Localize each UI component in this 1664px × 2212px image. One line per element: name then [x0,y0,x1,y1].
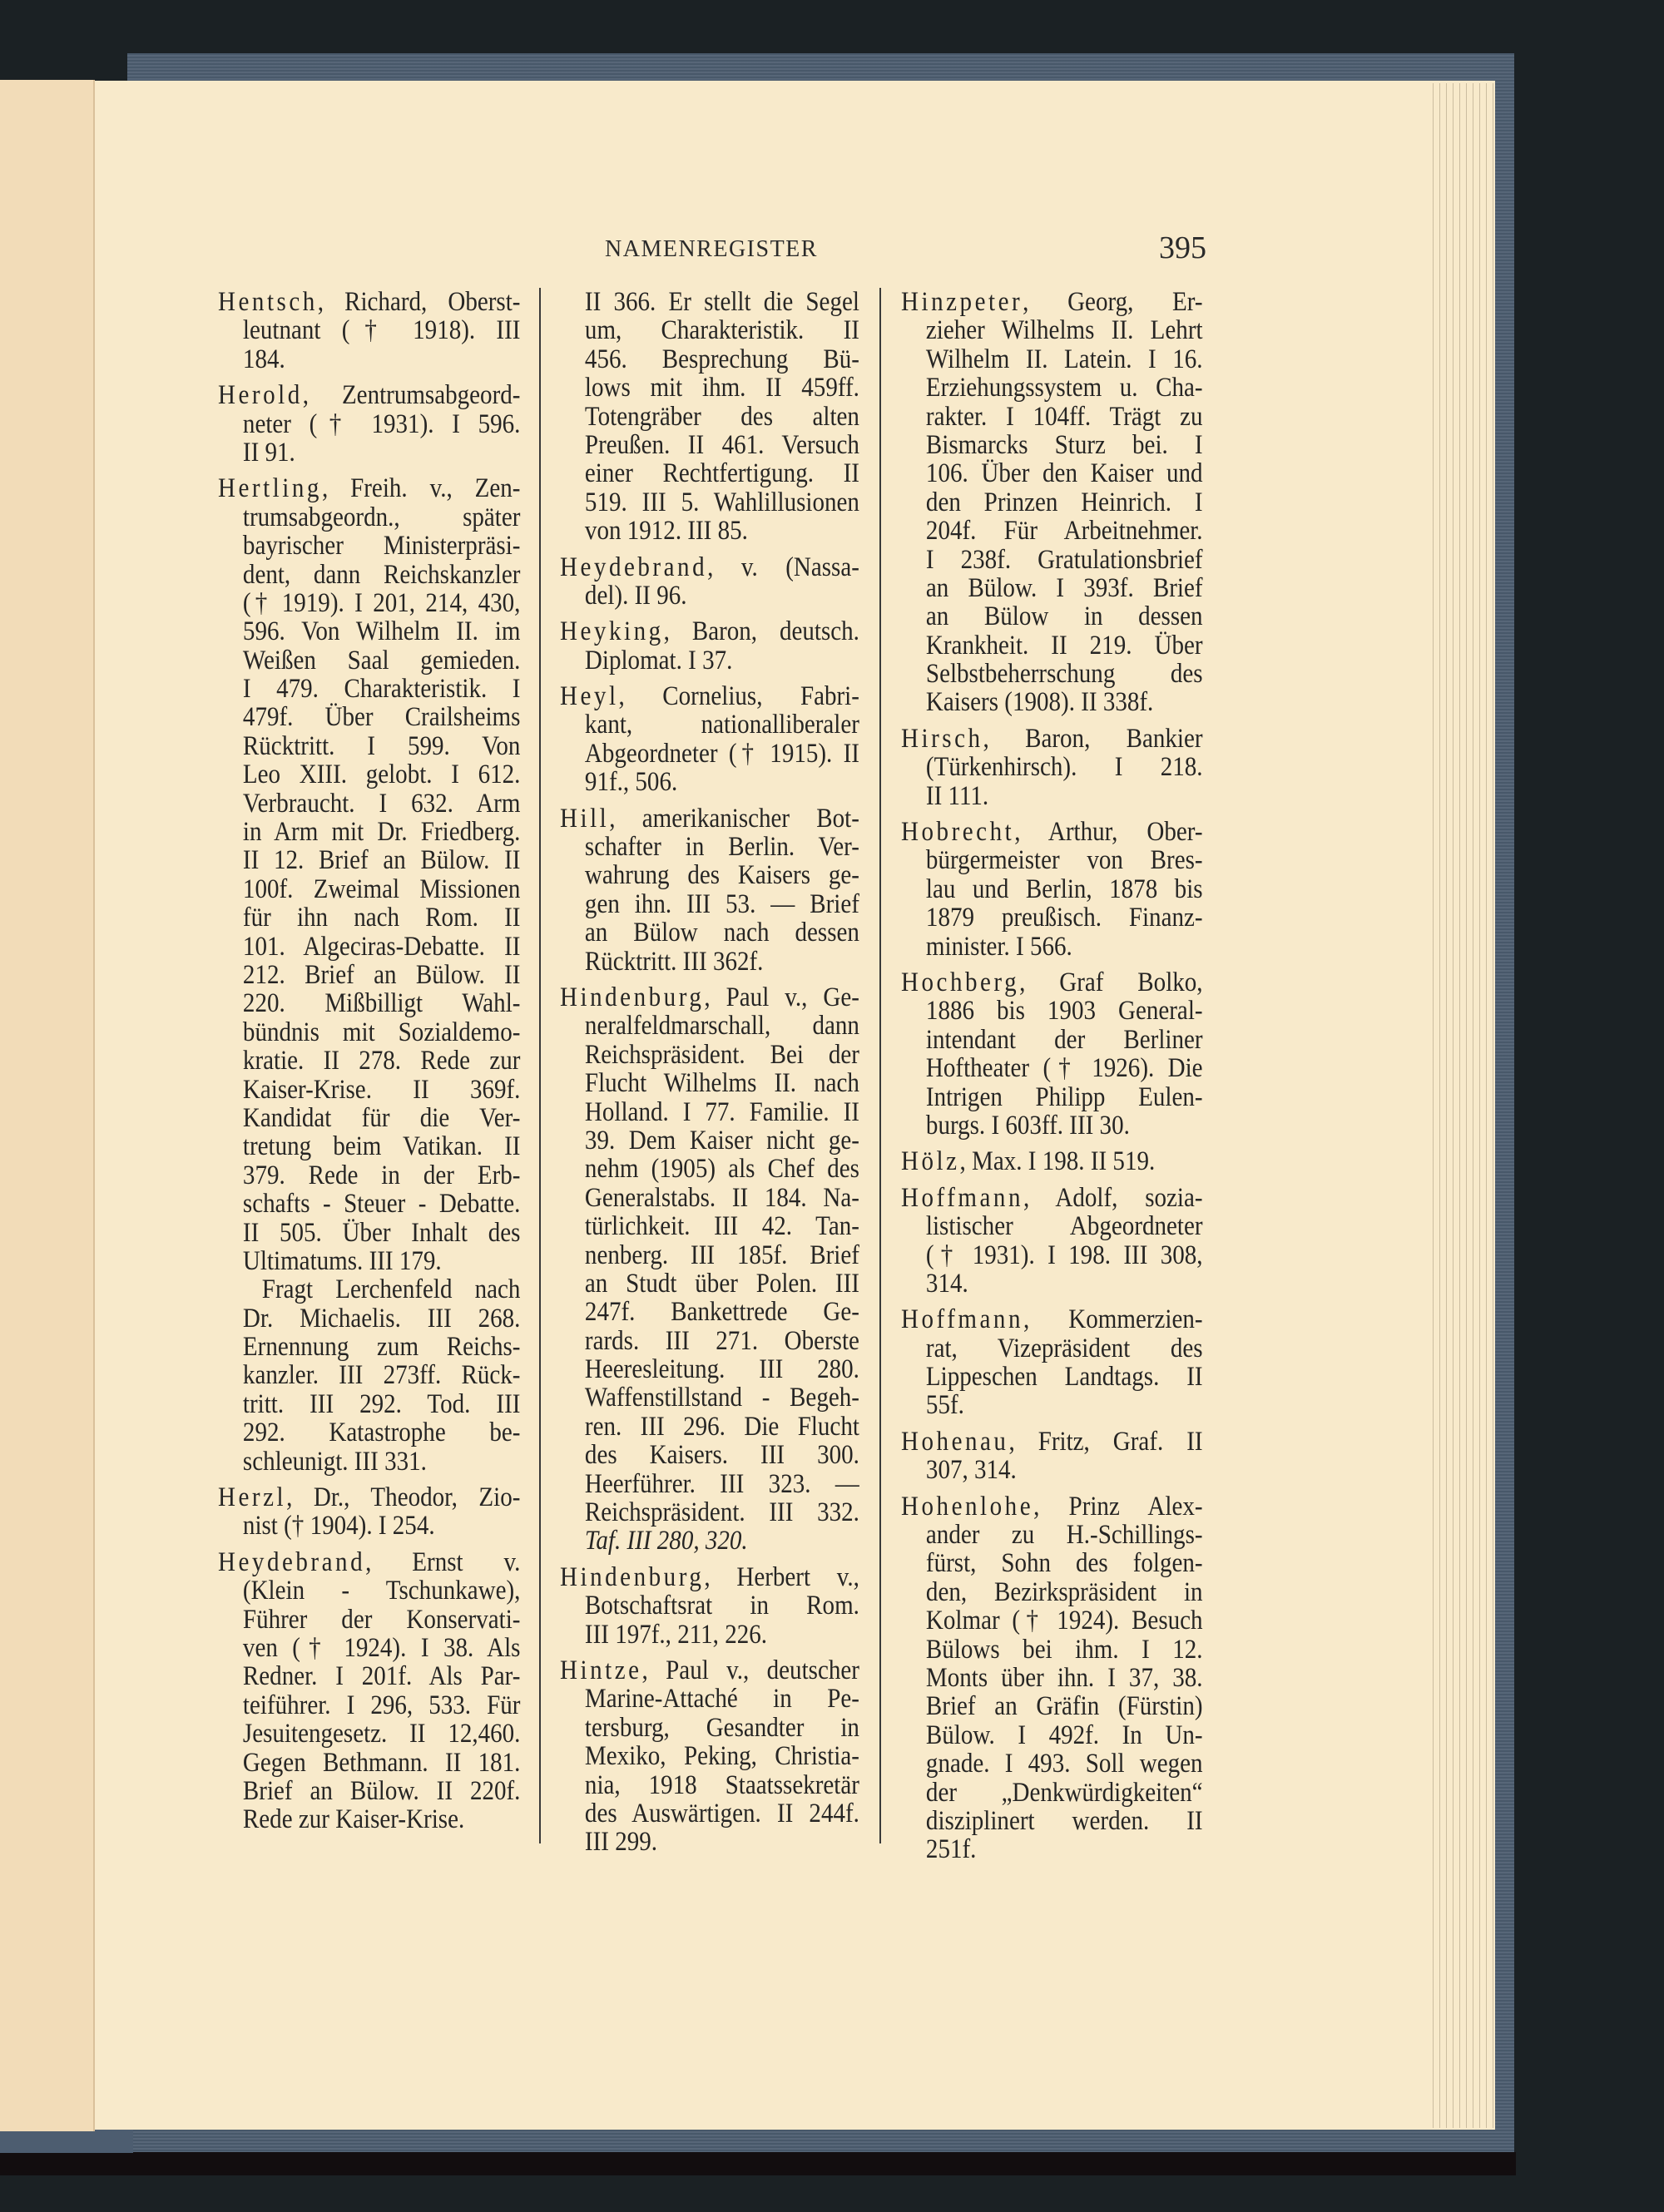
entry-line: ander zu H.-Schillings- [925,1521,1203,1550]
index-entry [901,818,1203,961]
entry-line: schafts - Steuer - Debatte. [242,1190,521,1219]
entry-line: bayrischer Ministerpräsi- [242,532,521,561]
index-column-1 [218,288,520,1834]
entry-line: zieher Wilhelms II. Lehrt [925,316,1203,345]
entry-line: 184. [242,344,285,374]
index-column-2 [560,288,859,1857]
entry-line: Brief an Bülow. II 220f. [242,1776,521,1806]
entry-line [901,1184,1203,1212]
entry-line: tersburg, Gesandter in [584,1713,859,1743]
entry-line: 204f. Für Arbeitnehmer. [925,517,1203,546]
entry-line: 314. [925,1269,968,1299]
entry-line: Verbraucht. I 632. Arm [242,789,521,819]
entry-line: Selbstbeherrschung des [925,660,1203,689]
entry-line [901,288,1203,316]
running-title: NAMENREGISTER [605,236,818,262]
entry-line: rakter. I 104ff. Trägt zu [925,402,1203,431]
entry-line: Rede zur Kaiser-Krise. [242,1805,465,1834]
index-entry [560,288,859,546]
entry-line: Hoftheater († 1926). Die [925,1054,1203,1083]
entry-line: den Prinzen Heinrich. I [925,487,1203,517]
entry-line [901,968,1203,997]
entry-line: lows mit ihm. II 459ff. [584,374,859,403]
entry-line: († 1919). I 201, 214, 430, [242,588,521,618]
entry-name: Hentsch [218,288,318,317]
entry-text: , amerikanischer Bot- [609,804,859,834]
entry-line: III 197f., 211, 226. [584,1620,768,1649]
entry-name: Hoffmann [901,1305,1023,1334]
index-entry [901,1147,1203,1175]
entry-text: , Herbert v., [704,1562,859,1592]
entry-line: Heerführer. III 323. — [584,1469,859,1499]
entry-line: Weißen Saal gemieden. [242,646,521,675]
entry-line: des Auswärtigen. II 244f. [584,1799,859,1828]
entry-line: Kolmar († 1924). Besuch [925,1606,1203,1635]
entry-line: II 505. Über Inhalt des [242,1218,521,1247]
entry-name: Heyking [560,617,664,646]
entry-line: Fragt Lerchenfeld nach [261,1275,521,1304]
entry-line: ven († 1924). I 38. Als [242,1633,521,1663]
entry-name: Hobrecht [901,818,1015,847]
cover-bottom-strip [0,2130,133,2153]
page-number: 395 [1159,230,1206,265]
entry-line: Bülows bei ihm. I 12. [925,1635,1203,1664]
entry-line [218,1483,520,1512]
entry-text: , Dr., Theodor, Zio- [286,1483,521,1512]
entry-line: Botschaftsrat in Rom. [584,1591,859,1621]
entry-line: Lippeschen Landtags. II [925,1363,1203,1392]
entry-line: Brief an Gräfin (Fürstin) [925,1692,1203,1721]
entry-text: , Baron, deutsch. [663,617,859,646]
index-entry [218,381,520,467]
entry-line: 1879 preußisch. Finanz- [925,903,1203,933]
entry-name: Herold [218,381,303,410]
entry-text: , Fritz, Graf. II [1008,1427,1203,1457]
entry-line [901,1147,1203,1175]
entry-line [560,682,859,710]
entry-name: Hoffmann [901,1183,1023,1213]
entry-line: trumsabgeordn., später [242,502,521,532]
entry-line: 519. III 5. Wahlillusionen [584,487,859,517]
entry-line: 1886 bis 1903 General- [925,997,1203,1026]
entry-line: tritt. III 292. Tod. III [242,1389,521,1419]
entry-line: gnade. I 493. Soll wegen [925,1749,1203,1779]
entry-line: leutnant († 1918). III [242,316,521,345]
index-entry [218,474,520,1476]
entry-line: nist († 1904). I 254. [242,1512,435,1541]
entry-name: Hintze [560,1655,642,1685]
entry-line: türlichkeit. III 42. Tan- [584,1212,859,1241]
entry-line: Führer der Konservati- [242,1605,521,1634]
facing-page-edge [0,80,95,2131]
entry-line: schafter in Berlin. Ver- [584,833,859,862]
index-entry [218,1548,520,1834]
entry-line: 307, 314. [925,1456,1017,1485]
index-entry [901,1492,1203,1864]
entry-line: einer Rechtfertigung. II [584,459,859,488]
entry-text: , Georg, Er- [1023,288,1203,317]
entry-line: I 238f. Gratulationsbrief [925,545,1203,574]
entry-line: nenberg. III 185f. Brief [584,1240,859,1269]
entry-line [218,381,520,409]
index-entry [901,725,1203,810]
entry-line: 55f. [925,1391,964,1420]
entry-line: burgs. I 603ff. III 30. [925,1111,1130,1141]
entry-name: Hochberg [901,967,1020,997]
entry-line: II 91. [242,438,295,468]
entry-text: , Paul v., Ge- [704,982,859,1012]
entry-name: Heydebrand [560,552,708,581]
entry-line [560,983,859,1012]
entry-line [560,804,859,833]
entry-line: Kaiser-Krise. II 369f. [242,1075,521,1104]
index-entry [218,288,520,374]
entry-line: an Studt über Polen. III [584,1269,859,1299]
entry-line: nehm (1905) als Chef des [584,1155,859,1184]
entry-line [560,1563,859,1591]
entry-line: Erziehungssystem u. Cha- [925,374,1203,403]
entry-name: Hill [560,804,610,834]
entry-line: 247f. Bankettrede Ge- [584,1298,859,1327]
index-entry [560,1656,859,1857]
entry-name: Herzl [218,1483,287,1512]
entry-line [901,1305,1203,1334]
entry-line: Mexiko, Peking, Christia- [584,1742,859,1771]
entry-line: für ihn nach Rom. II [242,903,521,933]
entry-line: Taf. III 280, 320. [584,1527,748,1556]
index-column-3 [901,288,1203,1864]
index-entry [560,1563,859,1649]
entry-line: 106. Über den Kaiser und [925,459,1203,488]
index-entry [218,1483,520,1541]
entry-line: 251f. [925,1835,977,1864]
index-entry [901,1305,1203,1420]
entry-line: nia, 1918 Staatssekretär [584,1770,859,1799]
entry-name: Hölz [901,1147,960,1176]
entry-line: Reichspräsident. III 332. [584,1498,859,1527]
entry-line: 100f. Zweimal Missionen [242,874,521,904]
entry-line: listischer Abgeordneter [925,1212,1203,1241]
column-divider [539,288,541,1843]
entry-line: rat, Vizepräsident des [925,1334,1203,1363]
entry-line: der „Denkwürdigkeiten“ [925,1778,1203,1807]
entry-name: Heydebrand [218,1547,366,1577]
entry-line: III 299. [584,1828,658,1857]
entry-name: Hohenlohe [901,1492,1034,1522]
index-entry [560,983,859,1556]
entry-line: 479f. Über Crailsheims [242,703,521,732]
entry-line [901,1428,1203,1456]
entry-line: (Klein - Tschunkawe), [242,1576,521,1606]
entry-line: 212. Brief an Bülow. II [242,960,521,990]
entry-line [560,617,859,646]
entry-line: Reichspräsident. Bei der [584,1040,859,1070]
entry-line [901,1492,1203,1521]
entry-line: II 366. Er stellt die Segel [584,288,859,317]
entry-line: Gegen Bethmann. II 181. [242,1748,521,1777]
entry-line: wahrung des Kaisers ge- [584,861,859,890]
entry-name: Hindenburg [560,1562,705,1592]
entry-line: rards. III 271. Oberste [584,1326,859,1356]
entry-line: Flucht Wilhelms II. nach [584,1069,859,1098]
entry-text: , v. (Nassa- [707,552,859,581]
entry-line: Waffenstillstand - Begeh- [584,1383,859,1413]
entry-line [560,553,859,581]
entry-line: Leo XIII. gelobt. I 612. [242,760,521,789]
entry-line: 101. Algeciras-Debatte. II [242,932,521,961]
entry-line: um, Charakteristik. II [584,316,859,345]
entry-text: , Paul v., deutscher [641,1655,859,1685]
index-entry [901,1428,1203,1485]
entry-name: Hinzpeter [901,288,1023,317]
entry-text: , Adolf, sozia- [1023,1183,1203,1213]
entry-line: Heeresleitung. III 280. [584,1355,859,1384]
entry-line: bündnis mit Sozialdemo- [242,1017,521,1047]
entry-text: , Arthur, Ober- [1014,818,1203,847]
entry-line: von 1912. III 85. [584,517,748,546]
index-entry [901,968,1203,1140]
entry-line: 39. Dem Kaiser nicht ge- [584,1126,859,1155]
entry-line [218,288,520,316]
entry-line: dent, dann Reichskanzler [242,560,521,589]
entry-line: neter († 1931). I 596. [242,409,521,438]
index-entry [560,682,859,797]
entry-text: , Freih. v., Zen- [321,474,521,503]
entry-line: Bülow. I 492f. In Un- [925,1720,1203,1750]
entry-line: Rücktritt. III 362f. [584,947,764,976]
entry-line: Redner. I 201f. Als Par- [242,1662,521,1691]
entry-line: schleunigt. III 331. [242,1447,427,1477]
entry-text: , Max. I 198. II 519. [959,1147,1156,1176]
entry-line: Ernennung zum Reichs- [242,1333,521,1362]
entry-line: Diplomat. I 37. [584,646,733,675]
entry-line: kant, nationalliberaler [584,710,859,740]
index-entry [560,553,859,611]
entry-name: Hohenau [901,1427,1009,1457]
index-entry [560,617,859,675]
index-entry [901,288,1203,717]
entry-line: Rücktritt. I 599. Von [242,731,521,761]
entry-line: intendant der Berliner [925,1025,1203,1055]
entry-line: Monts über ihn. I 37, 38. [925,1663,1203,1693]
entry-text: , Cornelius, Fabri- [618,682,859,711]
entry-line: II 111. [925,781,989,811]
entry-text: , Ernst v. [365,1547,521,1577]
entry-line: kanzler. III 273ff. Rück- [242,1361,521,1390]
entry-line: an Bülow nach dessen [584,918,859,948]
entry-line: († 1931). I 198. III 308, [925,1240,1203,1269]
entry-line: Marine-Attaché in Pe- [584,1685,859,1714]
entry-text: , Zentrumsabgeord- [302,381,521,410]
entry-line: des Kaisers. III 300. [584,1441,859,1470]
entry-line [218,1548,520,1576]
entry-line: Holland. I 77. Familie. II [584,1097,859,1126]
entry-line: Kaisers (1908). II 338f. [925,688,1154,717]
entry-text: , Richard, Oberst- [317,288,521,317]
entry-line: Bismarcks Sturz bei. I [925,430,1203,460]
entry-line: Abgeordneter († 1915). II [584,739,859,769]
entry-line: Jesuitengesetz. II 12,460. [242,1720,521,1749]
entry-line: Kandidat für die Ver- [242,1103,521,1133]
entry-line: Dr. Michaelis. III 268. [242,1304,521,1334]
entry-line: teiführer. I 296, 533. Für [242,1690,521,1720]
entry-line: Intrigen Philipp Eulen- [925,1082,1203,1111]
entry-name: Heyl [560,682,619,711]
entry-line: Wilhelm II. Latein. I 16. [925,344,1203,374]
entry-line: ren. III 296. Die Flucht [584,1412,859,1442]
entry-line: an Bülow in dessen [925,602,1203,631]
entry-line: 292. Katastrophe be- [242,1418,521,1447]
entry-line: neralfeldmarschall, dann [584,1012,859,1041]
entry-line: del). II 96. [584,581,687,611]
entry-line [218,474,520,502]
entry-text: , Baron, Bankier [983,724,1203,754]
entry-line: 91f., 506. [584,768,678,797]
entry-name: Hirsch [901,724,983,754]
entry-line: an Bülow. I 393f. Brief [925,573,1203,603]
index-entry [560,804,859,976]
entry-line: (Türkenhirsch). I 218. [925,753,1203,782]
entry-line: minister. I 566. [925,932,1072,961]
entry-line: kratie. II 278. Rede zur [242,1047,521,1076]
column-divider [879,288,881,1843]
entry-text: , Graf Bolko, [1019,967,1203,997]
entry-line: Generalstabs. II 184. Na- [584,1183,859,1213]
entry-name: Hindenburg [560,982,705,1012]
entry-line: 456. Besprechung Bü- [584,344,859,374]
entry-line: disziplinert werden. II [925,1806,1203,1836]
entry-line: 596. Von Wilhelm II. im [242,617,521,646]
entry-name: Hertling [218,474,322,503]
entry-line: 220. Mißbilligt Wahl- [242,989,521,1018]
entry-text: , Prinz Alex- [1033,1492,1203,1522]
cover-bottom-edge [0,2152,1516,2175]
entry-line [901,818,1203,846]
entry-line [901,725,1203,753]
entry-line: in Arm mit Dr. Friedberg. [242,818,521,847]
entry-line: 379. Rede in der Erb- [242,1160,521,1190]
entry-line: gen ihn. III 53. — Brief [584,889,859,919]
entry-line: II 12. Brief an Bülow. II [242,846,521,875]
entry-line: fürst, Sohn des folgen- [925,1549,1203,1578]
entry-line [560,1656,859,1685]
entry-line: Krankheit. II 219. Über [925,631,1203,661]
entry-line: Totengräber des alten [584,402,859,431]
page-stack-edges [1427,83,1495,2128]
entry-line: bürgermeister von Bres- [925,846,1203,875]
entry-text: , Kommerzien- [1023,1305,1203,1334]
entry-line: Ultimatums. III 179. [242,1246,442,1276]
entry-line: tretung beim Vatikan. II [242,1132,521,1161]
entry-line: lau und Berlin, 1878 bis [925,874,1203,904]
entry-line: den, Bezirkspräsident in [925,1577,1203,1607]
index-entry [901,1184,1203,1299]
entry-line: Preußen. II 461. Versuch [584,430,859,460]
entry-line: I 479. Charakteristik. I [242,675,521,704]
